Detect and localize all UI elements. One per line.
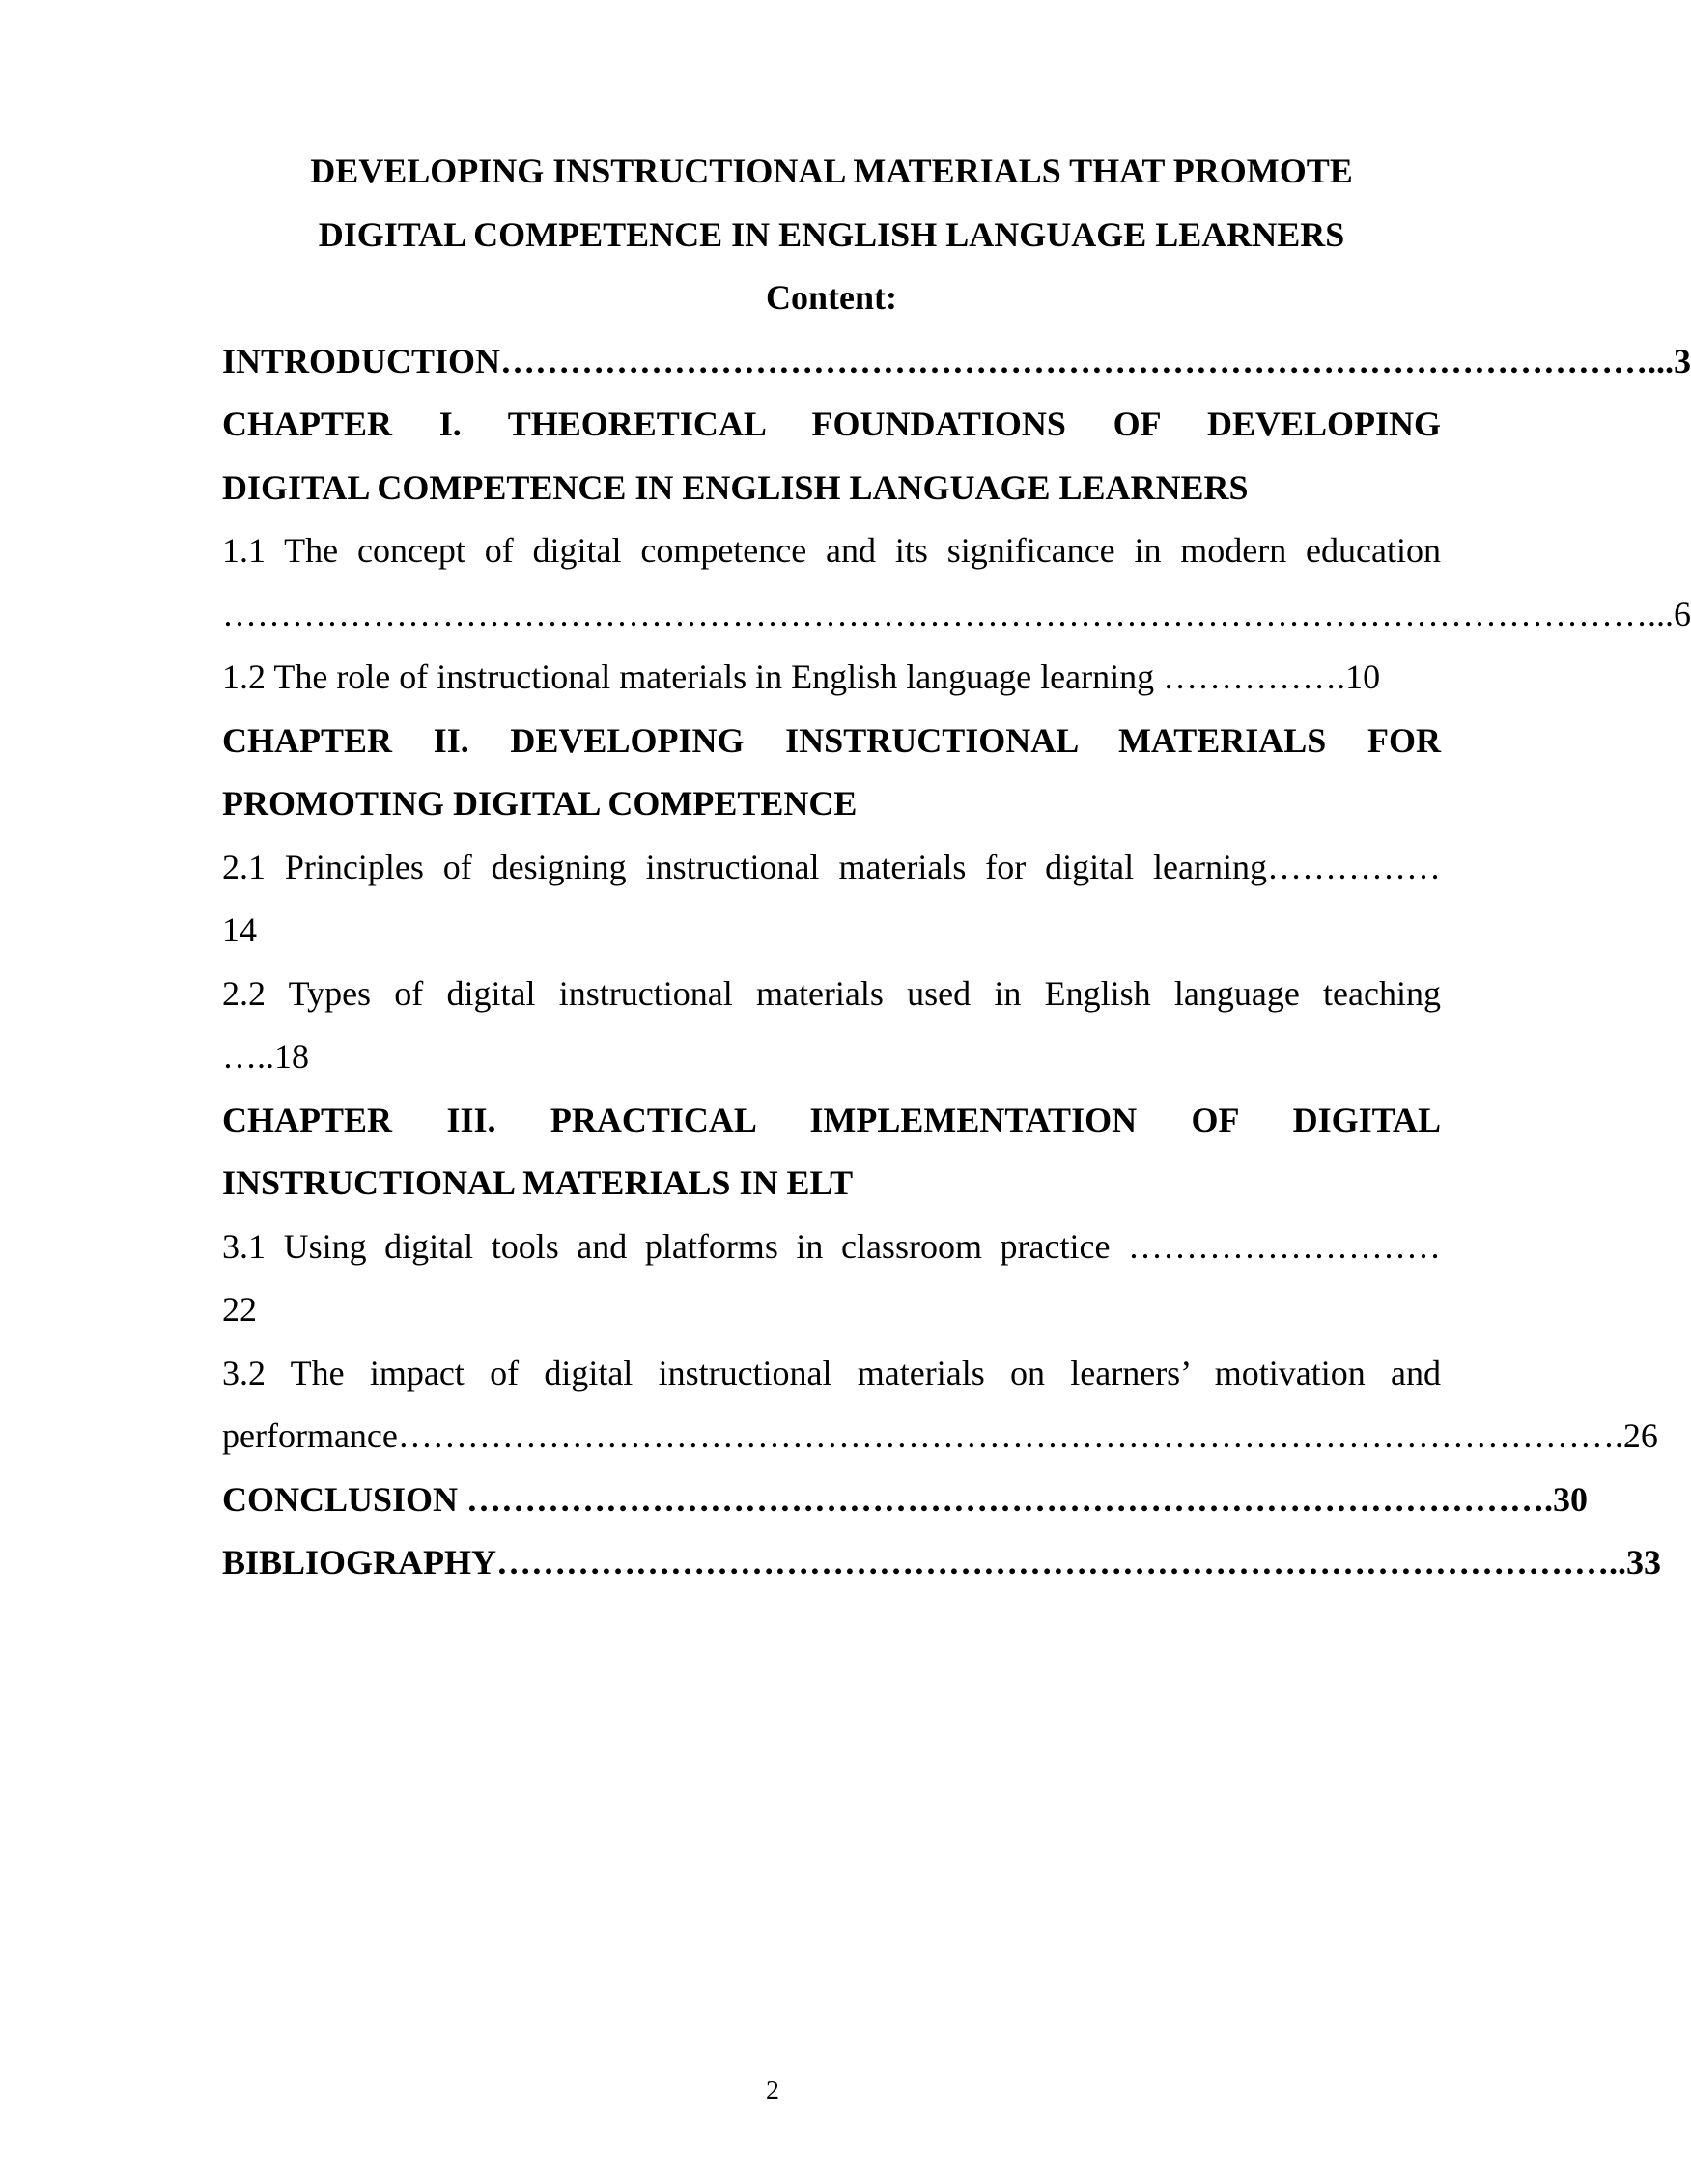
toc-section-2-1-line-2: 14	[222, 910, 257, 949]
table-of-contents	[222, 140, 1691, 1595]
document-title-line-2: DIGITAL COMPETENCE IN ENGLISH LANGUAGE LEARNERS	[318, 214, 1345, 254]
toc-section-1-2: 1.2 The role of instructional materials in English language learning …………….10	[222, 658, 1381, 696]
toc-chapter-3-line-1: CHAPTER III. PRACTICAL IMPLEMENTATION OF DIGITAL	[222, 1100, 1441, 1139]
document-title-line-1: DEVELOPING INSTRUCTIONAL MATERIALS THAT PROMOTE	[310, 152, 1353, 190]
toc-chapter-1-line-1: CHAPTER I. THEORETICAL FOUNDATIONS OF DEVELOPING	[222, 405, 1441, 443]
toc-section-3-2-line-2: performance…………………………………………………………………………………………….26	[222, 1416, 1658, 1455]
page-number: 2	[766, 2076, 779, 2106]
toc-entry-introduction: INTRODUCTION………………………………………………………………………………………...3	[222, 341, 1691, 380]
toc-section-1-1-line-1: 1.1 The concept of digital competence and its significance in modern education	[222, 531, 1441, 570]
toc-chapter-1-line-2: DIGITAL COMPETENCE IN ENGLISH LANGUAGE LEARNERS	[222, 467, 1249, 507]
contents-heading: Content:	[766, 278, 897, 317]
toc-chapter-3-line-2: INSTRUCTIONAL MATERIALS IN ELT	[222, 1163, 854, 1202]
toc-entry-conclusion: CONCLUSION ………………………………………………………………………………….30	[222, 1479, 1589, 1519]
toc-section-2-1-line-1: 2.1 Principles of designing instructional materials for digital learning……………	[222, 847, 1441, 886]
toc-section-2-2-line-2: …..18	[222, 1037, 309, 1076]
toc-section-3-1-line-1: 3.1 Using digital tools and platforms in classroom practice ………………………	[222, 1226, 1441, 1266]
toc-section-3-2-line-1: 3.2 The impact of digital instructional materials on learners’ motivation and	[222, 1353, 1441, 1392]
toc-chapter-2-line-2: PROMOTING DIGITAL COMPETENCE	[222, 784, 858, 823]
toc-entry-bibliography: BIBLIOGRAPHY……………………………………………………………………………………..33	[222, 1543, 1662, 1582]
toc-section-3-1-line-2: 22	[222, 1290, 257, 1329]
toc-chapter-2-line-1: CHAPTER II. DEVELOPING INSTRUCTIONAL MATERIALS FOR	[222, 720, 1441, 760]
toc-section-1-1-line-2: ……………………………………………………………………………………………………………...6	[222, 594, 1691, 633]
toc-section-2-2-line-1: 2.2 Types of digital instructional materials used in English language teaching	[222, 973, 1441, 1013]
